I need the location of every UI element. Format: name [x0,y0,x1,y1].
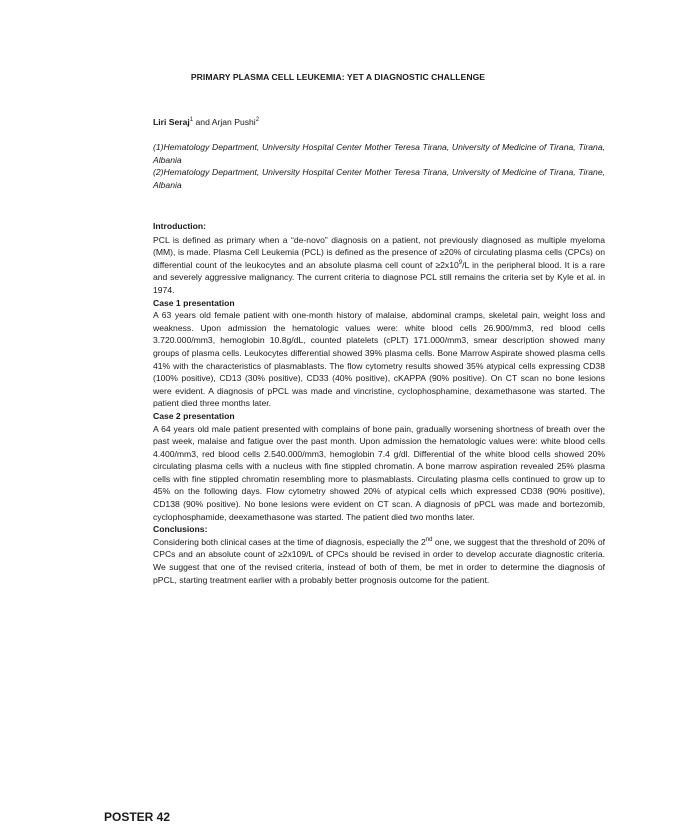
introduction-text-part1: PCL is defined as primary when a “de-novo” diagnosis on a patient, not previously diagnosed as multiple myeloma (MM), is made. Plasma Cell Leukemia (PCL) is defined as the presence of ≥20% of circulating plasma cells (CPCs) on differential count of the leukocytes and an absolute plasma cell count of ≥2x10 [153,234,605,270]
conclusions-heading: Conclusions: [153,524,208,535]
author-first: Liri Seraj [153,117,190,127]
author-first-affil: 1 [189,117,194,124]
author-line [153,116,605,129]
conclusions-text-part1: Considering both clinical cases at the time of diagnosis, especially the 2 [153,536,426,547]
case1-heading: Case 1 presentation [153,297,235,308]
case2-heading: Case 2 presentation [153,410,235,421]
introduction-heading: Introduction: [153,221,206,231]
author-second-affil: 2 [255,117,260,124]
conclusions-text-part2: one, we suggest that the threshold of 20% of CPCs and an absolute count of ≥2x109/L of CPCs should be revised in order to develop accurate diagnostic criteria. We suggest that one of the revised criteria, instead of both of them, be met in order to determine the diagnosis of pPCL, starting treatment earlier with a probably better prognosis outcome for the patient. [153,536,606,585]
introduction-text [153,234,605,297]
introduction-text-part2: /L in the peripheral blood. It is a rare and severely aggressive malignancy. The current criteria to diagnose PCL still remains the criteria set by Kyle et al. in 1974. [153,259,605,295]
affiliation-1: (1)Hematology Department, University Hospital Center Mother Teresa Tirana, University of Medicine of Tirana, Tirana, Albania [153,142,605,165]
abstract-body [153,220,605,586]
conclusions-text [153,536,605,586]
case1-text: A 63 years old female patient with one-month history of malaise, abdominal cramps, skeletal pain, weight loss and weakness. Upon admission the hematologic values were: white blood cells 26.900/mm3, red blood cells 3.720.000/mm3, hemoglobin 10.8g/dL, counted platelets (cPLT) 171.000/mm3, smear description showed many groups of plasma cells. Leukocytes differential showed 39% plasma cells. Bone Marrow Aspirate showed plasma cells 41% with the characteristics of plasmablasts. The flow cytometry results showed 35% atypical cells expressing CD38 (100% positive), CD13 (30% positive), CD33 (40% positive), cKAPPA (90% positive). On CT scan no bone lesions were evident. A diagnosis of pPCL was made and vincristine, cyclophosphamine, dexamethasone was started. The patient died three months later. [153,310,605,409]
affiliations [153,141,605,191]
poster-number: POSTER 42 [104,810,171,824]
case2-text: A 64 years old male patient presented with complains of bone pain, gradually worsening shortness of breath over the past week, malaise and fatigue over the past month. Upon admission the hematologic values were: white blood cells 4.400/mm3, red blood cells 2.540.000/mm3, hemoglobin 7.4 g/dl. Differential of the white blood cells showed 20% circulating plasma cells with a nucleus with fine stippled chromatin. A bone marrow aspiration revealed 25% plasma cells with fine stippled chromatin resembling more to plasmablasts. Circulating plasma cells continued to grow up to 45% on the following days. Flow cytometry showed 20% of atypical cells which expressed CD38 (90% positive), CD138 (90% positive). No bone lesions were evident on CT scan. A diagnosis of pPCL was made and bortezomib, cyclophosphamide, deexamethasone was started. The patient died two months later. [153,423,605,522]
affiliation-2: (2)Hematology Department, University Hospital Center Mother Teresa Tirana, University of Medicine of Tirana, Tirane, Albania [153,167,605,190]
introduction-exponent: 9 [458,259,463,266]
author-second: and Arjan Pushi [193,117,256,127]
conclusions-ordinal: nd [425,536,433,543]
paper-title: PRIMARY PLASMA CELL LEUKEMIA: YET A DIAGNOSTIC CHALLENGE [190,72,486,82]
